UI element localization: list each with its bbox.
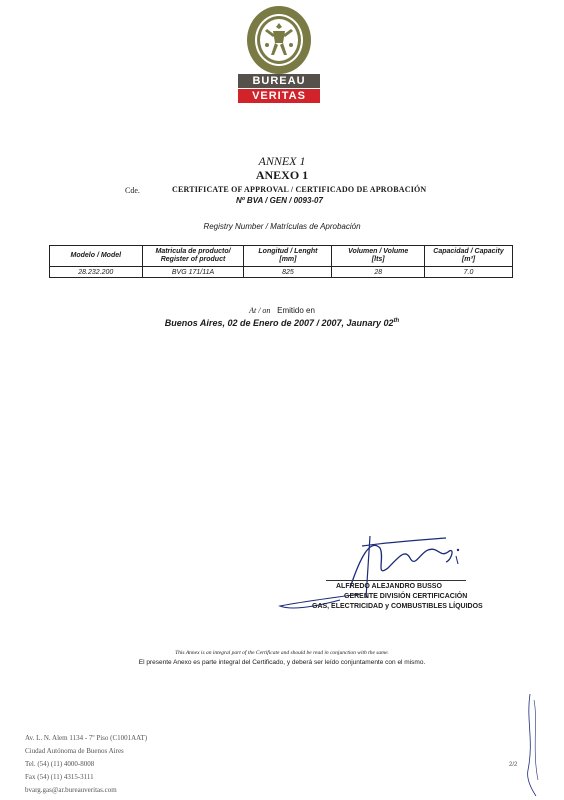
certificate-title: CERTIFICATE OF APPROVAL / CERTIFICADO DE APROBACIÓN [172, 185, 427, 194]
footer-fax: Fax (54) (11) 4315-3111 [25, 773, 94, 781]
brand-line-1: BUREAU [238, 74, 320, 88]
annex-title-en: ANNEX 1 [258, 154, 306, 168]
column-header-model: Modelo / Model [50, 246, 143, 267]
approval-table [49, 245, 513, 278]
footer-city: Ciudad Autónoma de Buenos Aires [25, 747, 124, 755]
certificate-number: Nº BVA / GEN / 0093-07 [236, 196, 323, 205]
annex-note-es: El presente Anexo es parte integral del Certificado, y deberá ser leído conjuntamente con el mismo. [138, 659, 426, 666]
page-number: 2/2 [509, 762, 518, 768]
cell-length: 825 [244, 267, 332, 278]
brand-line-2: VERITAS [238, 89, 320, 103]
footer-email: bvarg.gas@ar.bureauveritas.com [25, 786, 117, 794]
registry-label: Registry Number / Matrículas de Aprobación [203, 222, 361, 231]
margin-initial-mark-icon [512, 690, 552, 800]
at-on-label: At / on [249, 306, 271, 315]
column-header-volume: Volumen / Volume [lts] [332, 246, 425, 267]
emitido-label: Emitido en [277, 306, 315, 315]
issued-place-date: Buenos Aires, 02 de Enero de 2007 / 2007, Jaunary 02th [164, 318, 400, 328]
column-header-capacity: Capacidad / Capacity [m³] [425, 246, 513, 267]
cde-label: Cde. [125, 186, 140, 195]
signatory-role-1: GERENTE DIVISIÓN CERTIFICACIÓN [344, 593, 468, 600]
footer-phone: Tel. (54) (11) 4000-8008 [25, 760, 95, 768]
footer-address: Av. L. N. Alem 1134 - 7º Piso (C1001AAT) [25, 734, 148, 742]
signature-line [326, 580, 466, 581]
annex-title-es: ANEXO 1 [255, 168, 309, 182]
signatory-role-2: GAS, ELECTRICIDAD y COMBUSTIBLES LÍQUIDOS [312, 603, 483, 610]
cell-volume: 28 [332, 267, 425, 278]
column-header-length: Longitud / Lenght [mm] [244, 246, 332, 267]
cell-register: BVG 171/11A [142, 267, 244, 278]
column-header-register: Matricula de producto/ Register of product [142, 246, 244, 267]
table-header-row [50, 246, 513, 267]
cell-capacity: 7.0 [425, 267, 513, 278]
table-row [50, 267, 513, 278]
cell-model: 28.232.200 [50, 267, 143, 278]
annex-note-en: This Annex is an integral part of the Certificate and should be read in conjunction with the same. [175, 650, 389, 656]
signatory-name: ALFREDO ALEJANDRO BUSSO [336, 583, 442, 590]
issued-label [0, 306, 564, 315]
